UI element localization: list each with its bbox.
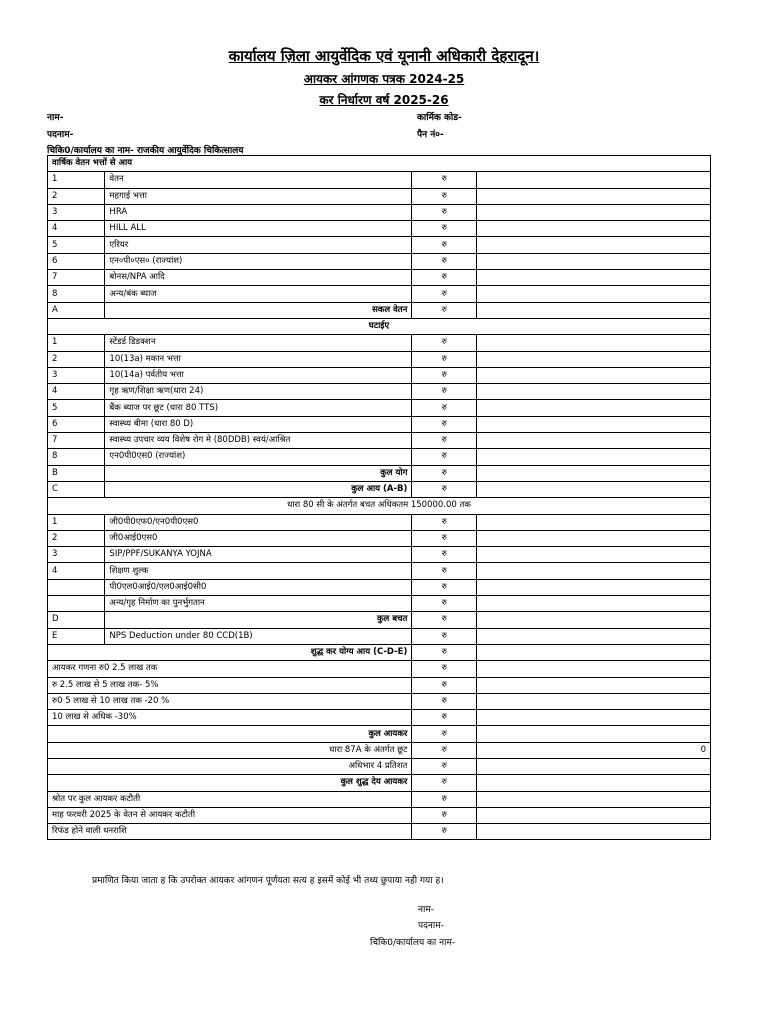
amount-cell bbox=[477, 270, 711, 286]
amount-cell bbox=[477, 384, 711, 400]
row-label: कुल बचत bbox=[105, 612, 412, 628]
tax-slab-row bbox=[48, 710, 711, 726]
rupee-symbol: रु bbox=[412, 628, 477, 644]
row-number: 1 bbox=[48, 514, 105, 530]
rupee-symbol: रु bbox=[412, 563, 477, 579]
rupee-symbol: रु bbox=[412, 481, 477, 497]
amount-cell bbox=[477, 416, 711, 432]
income-row bbox=[48, 237, 711, 253]
row-number bbox=[48, 596, 105, 612]
amount-cell bbox=[477, 400, 711, 416]
deduction-row bbox=[48, 384, 711, 400]
rupee-symbol: रु bbox=[412, 237, 477, 253]
amount-cell bbox=[477, 775, 711, 791]
row-label: कुल योग bbox=[105, 465, 412, 481]
income-row bbox=[48, 286, 711, 302]
row-label: महगाई भत्ता bbox=[105, 188, 412, 204]
tax-deducted-row bbox=[48, 824, 711, 840]
income-row bbox=[48, 172, 711, 188]
rupee-symbol: रु bbox=[412, 204, 477, 220]
amount-cell bbox=[477, 465, 711, 481]
row-number: 6 bbox=[48, 416, 105, 432]
deduction-row bbox=[48, 416, 711, 432]
row-label: स्वास्थ्य बीमा (धारा 80 D) bbox=[105, 416, 412, 432]
row-number: 8 bbox=[48, 449, 105, 465]
amount-cell bbox=[477, 661, 711, 677]
row-number: B bbox=[48, 465, 105, 481]
nps-row bbox=[48, 628, 711, 644]
amount-cell bbox=[477, 367, 711, 383]
section-heading: धारा 80 सी के अंतर्गत बचत अधिकतम 150000.00 तक bbox=[48, 498, 711, 514]
row-label: रिफंड होने वाली धनराशि bbox=[48, 824, 412, 840]
total-d-row bbox=[48, 612, 711, 628]
rupee-symbol: रु bbox=[412, 791, 477, 807]
row-number: D bbox=[48, 612, 105, 628]
rupee-symbol: रु bbox=[412, 644, 477, 660]
rupee-symbol: रु bbox=[412, 775, 477, 791]
rupee-symbol: रु bbox=[412, 400, 477, 416]
row-label: श्रोत पर कुल आयकर कटौती bbox=[48, 791, 412, 807]
amount-cell bbox=[477, 628, 711, 644]
section-heading: वार्षिक वेतन भत्तों से आय bbox=[48, 156, 711, 172]
row-number: 5 bbox=[48, 400, 105, 416]
pan-label: पैन नं०- bbox=[417, 130, 444, 140]
deduction-row bbox=[48, 367, 711, 383]
signature-office-label: चिकि0/कार्यालय का नाम- bbox=[370, 938, 456, 948]
row-label: शुद्ध कर योग्य आय (C-D-E) bbox=[48, 644, 412, 660]
amount-cell bbox=[477, 253, 711, 269]
row-label: 10(13a) मकान भत्ता bbox=[105, 351, 412, 367]
row-number: 3 bbox=[48, 367, 105, 383]
name-field-label: नाम- bbox=[47, 113, 64, 123]
amount-cell bbox=[477, 204, 711, 220]
rupee-symbol: रु bbox=[412, 270, 477, 286]
rupee-symbol: रु bbox=[412, 384, 477, 400]
amount-cell bbox=[477, 758, 711, 774]
row-number: 4 bbox=[48, 563, 105, 579]
tax-calculation-table bbox=[47, 155, 711, 840]
rupee-symbol: रु bbox=[412, 335, 477, 351]
row-label: एन०पी०एस० (राज्यांश) bbox=[105, 253, 412, 269]
rupee-symbol: रु bbox=[412, 367, 477, 383]
row-label: HRA bbox=[105, 204, 412, 220]
row-number: 2 bbox=[48, 530, 105, 546]
amount-cell bbox=[477, 237, 711, 253]
amount-cell bbox=[477, 481, 711, 497]
rupee-symbol: रु bbox=[412, 824, 477, 840]
amount-cell bbox=[477, 172, 711, 188]
row-label: NPS Deduction under 80 CCD(1B) bbox=[105, 628, 412, 644]
rupee-symbol: रु bbox=[412, 596, 477, 612]
income-row bbox=[48, 188, 711, 204]
row-label: एरियर bbox=[105, 237, 412, 253]
office-name-label: चिकि0/कार्यालय का नाम- राजकीय आयुर्वेदिक चिकित्सालय bbox=[47, 146, 244, 156]
row-number: 1 bbox=[48, 172, 105, 188]
row-number: 3 bbox=[48, 547, 105, 563]
deduction-row bbox=[48, 433, 711, 449]
row-label: कुल शुद्ध देय आयकर bbox=[48, 775, 412, 791]
row-label: अन्य/बंक ब्याज bbox=[105, 286, 412, 302]
income-row bbox=[48, 204, 711, 220]
row-number: 8 bbox=[48, 286, 105, 302]
row-number bbox=[48, 579, 105, 595]
income-section-row bbox=[48, 156, 711, 172]
row-label: बोनस/NPA आदि bbox=[105, 270, 412, 286]
rupee-symbol: रु bbox=[412, 579, 477, 595]
amount-cell bbox=[477, 726, 711, 742]
row-number: 4 bbox=[48, 384, 105, 400]
amount-cell bbox=[477, 596, 711, 612]
row-number: 7 bbox=[48, 270, 105, 286]
rupee-symbol: रु bbox=[412, 612, 477, 628]
rupee-symbol: रु bbox=[412, 172, 477, 188]
rupee-symbol: रु bbox=[412, 433, 477, 449]
total-c-row bbox=[48, 481, 711, 497]
income-row bbox=[48, 270, 711, 286]
row-number: 2 bbox=[48, 351, 105, 367]
amount-cell bbox=[477, 824, 711, 840]
employee-code-label: कार्मिक कोड- bbox=[417, 113, 462, 123]
signature-designation-label: पदनाम- bbox=[418, 921, 444, 931]
amount-cell bbox=[477, 351, 711, 367]
rupee-symbol: रु bbox=[412, 286, 477, 302]
rupee-symbol: रु bbox=[412, 677, 477, 693]
row-label: आयकर गणना रु0 2.5 लाख तक bbox=[48, 661, 412, 677]
rupee-symbol: रु bbox=[412, 351, 477, 367]
tax-slab-row bbox=[48, 661, 711, 677]
amount-cell bbox=[477, 693, 711, 709]
row-label: एन0पी0एस0 (राज्यांश) bbox=[105, 449, 412, 465]
section-80c-row bbox=[48, 498, 711, 514]
rupee-symbol: रु bbox=[412, 547, 477, 563]
amount-cell bbox=[477, 579, 711, 595]
savings-row bbox=[48, 579, 711, 595]
row-label: गृह ऋण/शिक्षा ऋण(धारा 24) bbox=[105, 384, 412, 400]
amount-cell bbox=[477, 514, 711, 530]
statement-subtitle: आयकर आंगणक पत्रक 2024-25 bbox=[303, 72, 465, 86]
income-row bbox=[48, 221, 711, 237]
row-label: 10 लाख से अधिक -30% bbox=[48, 710, 412, 726]
row-label: रु0 5 लाख से 10 लाख तक -20 % bbox=[48, 693, 412, 709]
rupee-symbol: रु bbox=[412, 416, 477, 432]
designation-field-label: पदनाम- bbox=[47, 130, 74, 140]
deduction-row bbox=[48, 400, 711, 416]
row-label: धारा 87A के अंतर्गत छूट bbox=[48, 742, 412, 758]
net-tax-row bbox=[48, 775, 711, 791]
row-number: 3 bbox=[48, 204, 105, 220]
row-label: स्टेंडर्ड डिडक्शन bbox=[105, 335, 412, 351]
row-label: शिक्षण शुल्क bbox=[105, 563, 412, 579]
amount-cell bbox=[477, 807, 711, 823]
rupee-symbol: रु bbox=[412, 449, 477, 465]
amount-cell bbox=[477, 188, 711, 204]
savings-row bbox=[48, 530, 711, 546]
gross-salary-row bbox=[48, 302, 711, 318]
amount-cell bbox=[477, 530, 711, 546]
savings-row bbox=[48, 596, 711, 612]
office-title: कार्यालय ज़िला आयुर्वेदिक एवं यूनानी अधिकारी देहरादून। bbox=[228, 47, 540, 65]
row-number: 4 bbox=[48, 221, 105, 237]
row-label: HILL ALL bbox=[105, 221, 412, 237]
amount-cell bbox=[477, 335, 711, 351]
tax-deducted-row bbox=[48, 791, 711, 807]
rupee-symbol: रु bbox=[412, 726, 477, 742]
deduction-row bbox=[48, 335, 711, 351]
certification-text: प्रमाणित किया जाता ह कि उपरोक्त आयकर आंगणन पूर्णयता सत्य ह इसमें कोई भी तथ्य छुपाया नही गया ह। bbox=[92, 876, 444, 886]
amount-cell bbox=[477, 302, 711, 318]
surcharge-row bbox=[48, 758, 711, 774]
row-number: C bbox=[48, 481, 105, 497]
rupee-symbol: रु bbox=[412, 514, 477, 530]
rupee-symbol: रु bbox=[412, 710, 477, 726]
row-label: कुल आयकर bbox=[48, 726, 412, 742]
rupee-symbol: रु bbox=[412, 661, 477, 677]
rupee-symbol: रु bbox=[412, 302, 477, 318]
rupee-symbol: रु bbox=[412, 742, 477, 758]
total-b-row bbox=[48, 465, 711, 481]
row-label: कुल आय (A-B) bbox=[105, 481, 412, 497]
savings-row bbox=[48, 514, 711, 530]
row-label: वेतन bbox=[105, 172, 412, 188]
rupee-symbol: रु bbox=[412, 221, 477, 237]
amount-cell bbox=[477, 677, 711, 693]
row-number: 1 bbox=[48, 335, 105, 351]
row-number: 7 bbox=[48, 433, 105, 449]
amount-cell bbox=[477, 547, 711, 563]
tax-slab-row bbox=[48, 677, 711, 693]
amount-cell: 0 bbox=[477, 742, 711, 758]
row-label: रु 2.5 लाख से 5 लाख तक- 5% bbox=[48, 677, 412, 693]
rupee-symbol: रु bbox=[412, 465, 477, 481]
row-label: बैंक ब्याज पर छूट (धारा 80 TTS) bbox=[105, 400, 412, 416]
signature-name-label: नाम- bbox=[418, 905, 434, 915]
row-number: 2 bbox=[48, 188, 105, 204]
rebate-87a-row bbox=[48, 742, 711, 758]
row-label: जी0पी0एफ0/एन0पी0एस0 bbox=[105, 514, 412, 530]
tax-deducted-row bbox=[48, 807, 711, 823]
deduction-row bbox=[48, 351, 711, 367]
row-label: SIP/PPF/SUKANYA YOJNA bbox=[105, 547, 412, 563]
amount-cell bbox=[477, 791, 711, 807]
row-label: अधिभार 4 प्रतिशत bbox=[48, 758, 412, 774]
amount-cell bbox=[477, 433, 711, 449]
section-heading: घटाईए bbox=[48, 318, 711, 334]
row-number: 5 bbox=[48, 237, 105, 253]
amount-cell bbox=[477, 449, 711, 465]
row-label: माह फरवरी 2025 के वेतन से आयकर कटौती bbox=[48, 807, 412, 823]
amount-cell bbox=[477, 286, 711, 302]
row-number: A bbox=[48, 302, 105, 318]
taxable-income-row bbox=[48, 644, 711, 660]
deductions-section-row bbox=[48, 318, 711, 334]
deduction-row bbox=[48, 449, 711, 465]
rupee-symbol: रु bbox=[412, 758, 477, 774]
rupee-symbol: रु bbox=[412, 530, 477, 546]
savings-row bbox=[48, 547, 711, 563]
row-label: जी0आई0एस0 bbox=[105, 530, 412, 546]
row-label: अन्य/गृह निर्माण का पुनर्भुगतान bbox=[105, 596, 412, 612]
row-number: 6 bbox=[48, 253, 105, 269]
total-tax-row bbox=[48, 726, 711, 742]
rupee-symbol: रु bbox=[412, 188, 477, 204]
savings-row bbox=[48, 563, 711, 579]
amount-cell bbox=[477, 612, 711, 628]
rupee-symbol: रु bbox=[412, 807, 477, 823]
row-label: पी0एल0आई0/एल0आई0सी0 bbox=[105, 579, 412, 595]
amount-cell bbox=[477, 710, 711, 726]
row-label: सकल वेतन bbox=[105, 302, 412, 318]
rupee-symbol: रु bbox=[412, 693, 477, 709]
rupee-symbol: रु bbox=[412, 253, 477, 269]
row-label: 10(14a) पर्वतीय भत्ता bbox=[105, 367, 412, 383]
amount-cell bbox=[477, 563, 711, 579]
tax-slab-row bbox=[48, 693, 711, 709]
amount-cell bbox=[477, 221, 711, 237]
row-number: E bbox=[48, 628, 105, 644]
assessment-year: कर निर्धारण वर्ष 2025-26 bbox=[319, 93, 449, 107]
income-row bbox=[48, 253, 711, 269]
amount-cell bbox=[477, 644, 711, 660]
row-label: स्वास्थ्य उपचार व्यय विशेष रोग मे (80DDB) स्वयं/आश्रित bbox=[105, 433, 412, 449]
